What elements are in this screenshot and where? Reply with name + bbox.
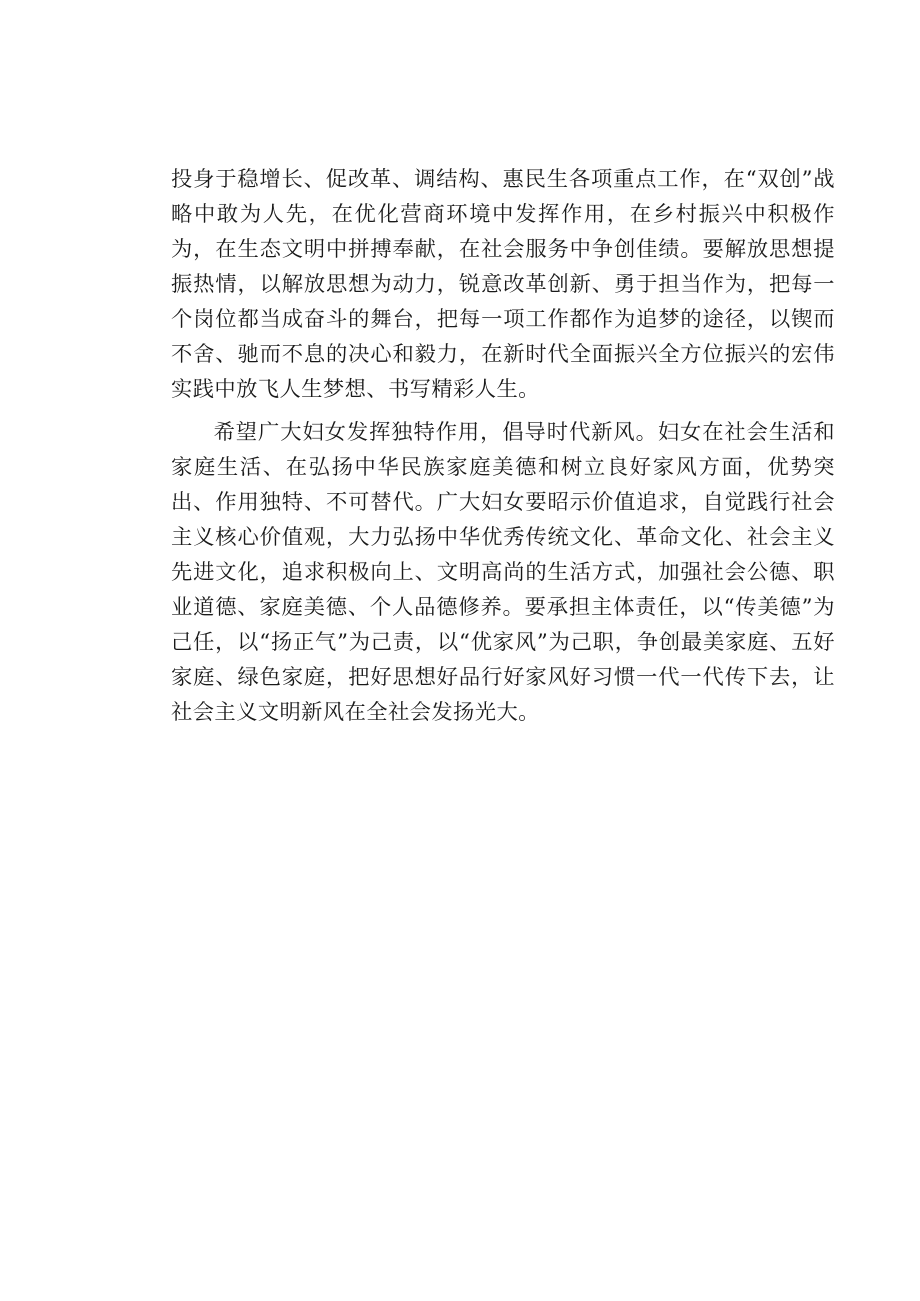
document-body [171, 162, 835, 730]
paragraph-continuation: 投身于稳增长、促改革、调结构、惠民生各项重点工作，在“双创”战略中敢为人先，在优化营商环境中发挥作用，在乡村振兴中积极作为，在生态文明中拼搏奉献，在社会服务中争创佳绩。要解放思想提振热情，以解放思想为动力，锐意改革创新、勇于担当作为，把每一个岗位都当成奋斗的舞台，把每一项工作都作为追梦的途径，以锲而不舍、驰而不息的决心和毅力，在新时代全面振兴全方位振兴的宏伟实践中放飞人生梦想、书写精彩人生。 [171, 167, 835, 402]
paragraph-women-role: 希望广大妇女发挥独特作用，倡导时代新风。妇女在社会生活和家庭生活、在弘扬中华民族家庭美德和树立良好家风方面，优势突出、作用独特、不可替代。广大妇女要昭示价值追求，自觉践行社会主义核心价值观，大力弘扬中华优秀传统文化、革命文化、社会主义先进文化，追求积极向上、文明高尚的生活方式，加强社会公德、职业道德、家庭美德、个人品德修养。要承担主体责任，以“传美德”为己任，以“扬正气”为己责，以“优家风”为己职，争创最美家庭、五好家庭、绿色家庭，把好思想好品行好家风好习惯一代一代传下去，让社会主义文明新风在全社会发扬光大。 [171, 420, 835, 725]
